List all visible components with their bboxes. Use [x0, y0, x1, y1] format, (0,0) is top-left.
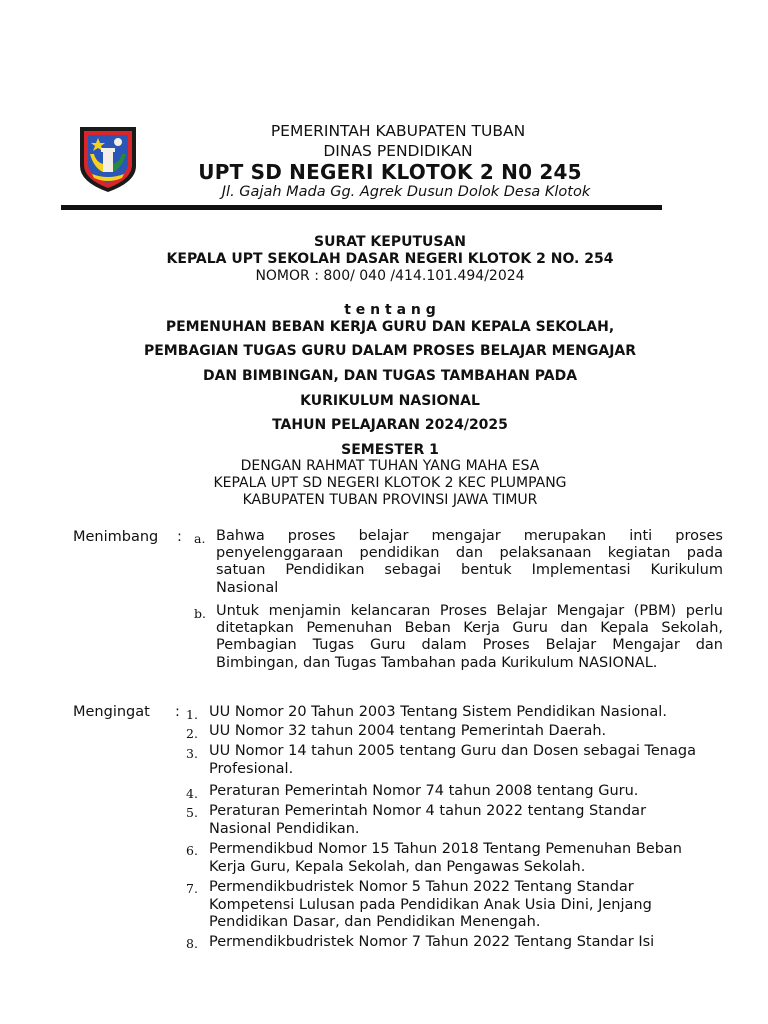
legal-basis-item: [209, 803, 739, 838]
doc-issuer: KEPALA UPT SEKOLAH DASAR NEGERI KLOTOK 2 NO. 254: [166, 251, 614, 267]
section-colon: :: [175, 704, 180, 720]
legal-basis-item: [209, 704, 739, 722]
consideration-line: ditetapkan Pemenuhan Beban Kerja Guru dan Kepala Sekolah,: [216, 620, 723, 637]
section-label-menimbang: Menimbang: [73, 529, 159, 545]
doc-number: NOMOR : 800/ 040 /414.101.494/2024: [255, 268, 525, 284]
legal-basis-number: 8.: [186, 936, 198, 951]
consideration-line: Bahwa proses belajar mengajar merupakan inti proses: [216, 528, 723, 544]
legal-basis-line: Profesional.: [209, 760, 294, 777]
consideration-line: Nasional: [216, 579, 279, 596]
letterhead-divider: [61, 205, 662, 210]
legal-basis-number: 5.: [186, 805, 198, 820]
doc-authority-line-1: KEPALA UPT SD NEGERI KLOTOK 2 KEC PLUMPANG: [213, 475, 567, 491]
doc-authority-line-2: KABUPATEN TUBAN PROVINSI JAWA TIMUR: [242, 492, 538, 508]
consideration-paragraph: [216, 528, 723, 597]
doc-semester: SEMESTER 1: [341, 442, 439, 458]
consideration-paragraph: [216, 603, 723, 672]
doc-type: SURAT KEPUTUSAN: [314, 234, 466, 250]
consideration-line: penyelenggaraan pendidikan dan pelaksanaan kegiatan pada: [216, 545, 723, 562]
legal-basis-line: UU Nomor 14 tahun 2005 tentang Guru dan Dosen sebagai Tenaga: [209, 743, 696, 759]
legal-basis-item: [209, 841, 739, 876]
doc-about: t e n t a n g: [344, 302, 436, 318]
legal-basis-line: Permendikbudristek Nomor 7 Tahun 2022 Tentang Standar Isi: [209, 934, 655, 950]
legal-basis-number: 1.: [186, 707, 198, 722]
legal-basis-number: 2.: [186, 726, 198, 741]
section-label-mengingat: Mengingat: [73, 704, 150, 720]
legal-basis-number: 7.: [186, 881, 198, 896]
legal-basis-item: [209, 743, 739, 778]
consideration-marker: a.: [194, 531, 206, 546]
doc-grace-line: DENGAN RAHMAT TUHAN YANG MAHA ESA: [240, 458, 540, 474]
legal-basis-line: Permendikbud Nomor 15 Tahun 2018 Tentang Pemenuhan Beban: [209, 841, 682, 857]
legal-basis-line: Pendidikan Dasar, dan Pendidikan Menengah.: [209, 914, 541, 930]
consideration-line: Pembagian Tugas Guru dalam Proses Belajar Mengajar dan: [216, 637, 723, 654]
legal-basis-line: Kerja Guru, Kepala Sekolah, dan Pengawas Sekolah.: [209, 858, 586, 875]
legal-basis-line: UU Nomor 20 Tahun 2003 Tentang Sistem Pendidikan Nasional.: [209, 704, 667, 720]
legal-basis-item: [209, 934, 739, 952]
legal-basis-number: 3.: [186, 746, 198, 761]
doc-subject-line-2: PEMBAGIAN TUGAS GURU DALAM PROSES BELAJAR MENGAJAR: [143, 343, 637, 359]
legal-basis-line: Nasional Pendidikan.: [209, 820, 360, 837]
legal-basis-line: Peraturan Pemerintah Nomor 4 tahun 2022 tentang Standar: [209, 803, 647, 819]
letterhead-department: DINAS PENDIDIKAN: [323, 142, 473, 160]
legal-basis-item: [209, 783, 739, 801]
legal-basis-line: Permendikbudristek Nomor 5 Tahun 2022 Tentang Standar: [209, 879, 634, 895]
consideration-marker: b.: [194, 606, 206, 621]
section-colon: :: [177, 529, 182, 545]
consideration-line: Bimbingan, dan Tugas Tambahan pada Kurikulum NASIONAL.: [216, 654, 658, 671]
legal-basis-line: UU Nomor 32 tahun 2004 tentang Pemerintah Daerah.: [209, 723, 607, 739]
legal-basis-line: Peraturan Pemerintah Nomor 74 tahun 2008 tentang Guru.: [209, 783, 639, 799]
doc-subject-line-3: DAN BIMBINGAN, DAN TUGAS TAMBAHAN PADA: [202, 368, 578, 384]
doc-subject-line-1: PEMENUHAN BEBAN KERJA GURU DAN KEPALA SEKOLAH,: [165, 319, 615, 335]
letterhead-school-name: UPT SD NEGERI KLOTOK 2 N0 245: [198, 160, 582, 184]
legal-basis-line: Kompetensi Lulusan pada Pendidikan Anak Usia Dini, Jenjang: [209, 896, 652, 913]
consideration-line: Untuk menjamin kelancaran Proses Belajar Mengajar (PBM) perlu: [216, 603, 723, 619]
legal-basis-number: 4.: [186, 786, 198, 801]
consideration-line: satuan Pendidikan sebagai bentuk Implementasi Kurikulum: [216, 562, 723, 579]
letterhead-address: Jl. Gajah Mada Gg. Agrek Dusun Dolok Desa Klotok: [221, 184, 591, 200]
legal-basis-item: [209, 723, 739, 741]
doc-academic-year: TAHUN PELAJARAN 2024/2025: [272, 417, 508, 433]
legal-basis-number: 6.: [186, 843, 198, 858]
legal-basis-item: [209, 879, 739, 932]
letterhead-government: PEMERINTAH KABUPATEN TUBAN: [270, 122, 526, 140]
doc-subject-line-4: KURIKULUM NASIONAL: [300, 393, 480, 409]
